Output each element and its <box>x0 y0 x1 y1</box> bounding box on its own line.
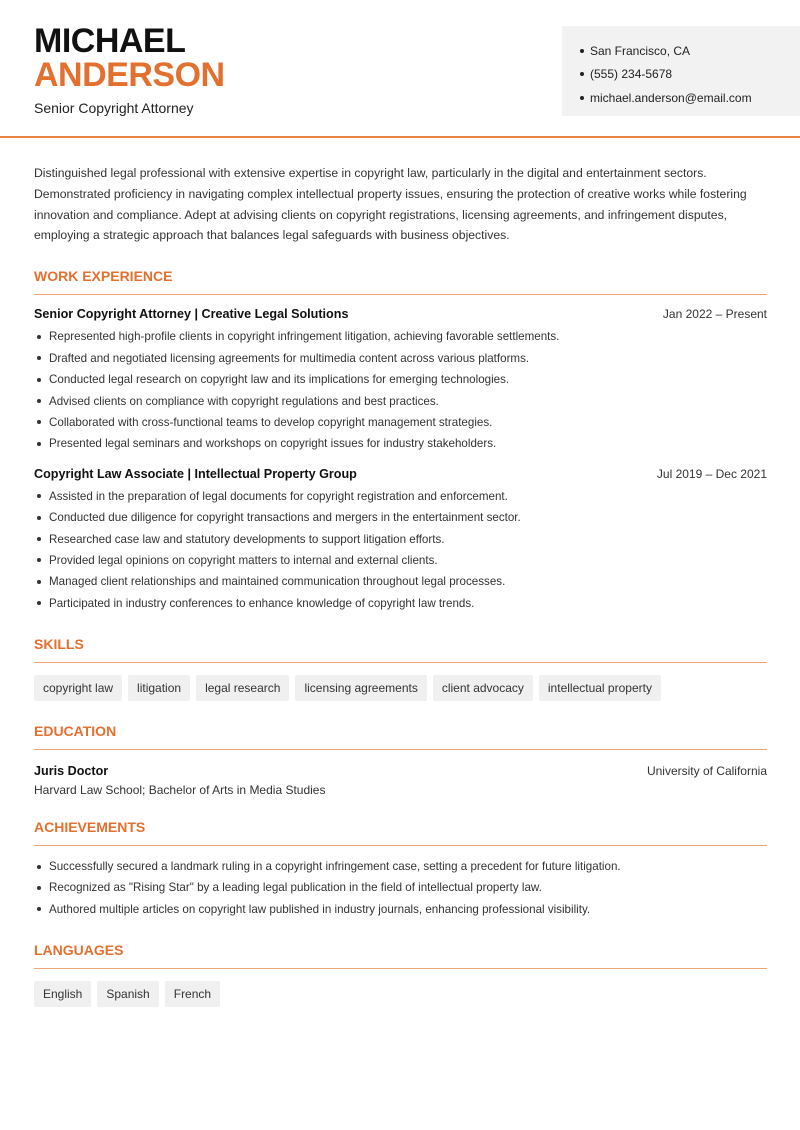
bullet-text: Collaborated with cross-functional teams to develop copyright management strategies. <box>49 415 493 429</box>
skill-tag: litigation <box>128 675 190 701</box>
job-bullets <box>34 326 767 454</box>
contact-location <box>580 39 800 63</box>
education-entry <box>34 764 767 797</box>
bullet-icon <box>37 558 41 562</box>
bullet-text: Represented high-profile clients in copyright infringement litigation, achieving favorable settlements. <box>49 330 560 344</box>
bullet-text: Conducted legal research on copyright law and its implications for emerging technologies. <box>49 373 510 387</box>
bullet-icon <box>37 420 41 424</box>
list-item <box>34 856 767 877</box>
bullet-icon <box>37 378 41 382</box>
education-detail: Harvard Law School; Bachelor of Arts in Media Studies <box>34 782 326 797</box>
language-tag: Spanish <box>97 981 158 1007</box>
list-item <box>34 528 767 549</box>
bullet-text: Participated in industry conferences to enhance knowledge of copyright law trends. <box>49 596 475 610</box>
skill-tag: copyright law <box>34 675 122 701</box>
bullet-text: Researched case law and statutory developments to support litigation efforts. <box>49 532 445 546</box>
languages-list <box>34 981 767 1007</box>
list-item <box>34 348 767 369</box>
list-item <box>34 550 767 571</box>
job-role: Senior Copyright Attorney <box>34 100 194 116</box>
section-title-skills: SKILLS <box>34 636 767 663</box>
list-item <box>34 412 767 433</box>
language-tag: English <box>34 981 91 1007</box>
bullet-icon <box>580 49 584 53</box>
section-title-work: WORK EXPERIENCE <box>34 268 767 295</box>
bullet-icon <box>580 96 584 100</box>
summary: Distinguished legal professional with extensive expertise in copyright law, particularly in the digital and entertainment sectors. Demonstrated proficiency in navigating complex intellectual property issues, ensuring the protection of creative works while fostering innovation and compliance. Adept at advising clients on copyright registrations, licensing agreements, and infringement disputes, employing a strategic approach that balances legal safeguards with business objectives. <box>34 166 747 243</box>
list-item <box>34 326 767 347</box>
resume-body <box>34 163 767 1007</box>
section-title-achievements: ACHIEVEMENTS <box>34 819 767 846</box>
bullet-icon <box>37 907 41 911</box>
section-title-languages: LANGUAGES <box>34 942 767 969</box>
job-date: Jan 2022 – Present <box>662 307 767 322</box>
degree: Juris Doctor <box>34 763 109 778</box>
bullet-text: Drafted and negotiated licensing agreements for multimedia content across various platforms. <box>49 351 530 365</box>
bullet-text: Assisted in the preparation of legal documents for copyright registration and enforcement. <box>49 489 508 503</box>
language-tag: French <box>165 981 220 1007</box>
bullet-icon <box>37 516 41 520</box>
bullet-icon <box>37 399 41 403</box>
list-item <box>34 486 767 507</box>
bullet-icon <box>37 580 41 584</box>
bullet-text: Provided legal opinions on copyright matters to internal and external clients. <box>49 553 438 567</box>
skill-tag: client advocacy <box>433 675 533 701</box>
list-item <box>34 877 767 898</box>
achievement-text: Successfully secured a landmark ruling in a copyright infringement case, setting a precedent for future litigation. <box>49 860 621 874</box>
list-item <box>34 369 767 390</box>
bullet-icon <box>580 72 584 76</box>
contact-phone <box>580 63 800 87</box>
achievement-text: Recognized as "Rising Star" by a leading legal publication in the field of intellectual property law. <box>49 881 542 895</box>
list-item <box>34 433 767 454</box>
job-entry <box>34 307 767 454</box>
list-item <box>34 592 767 613</box>
bullet-icon <box>37 537 41 541</box>
school: University of California <box>646 763 767 778</box>
job-title: Senior Copyright Attorney | Creative Legal Solutions <box>34 307 349 322</box>
bullet-icon <box>37 494 41 498</box>
job-bullets <box>34 486 767 614</box>
contact-email <box>580 86 800 110</box>
job-entry <box>34 467 767 614</box>
job-title: Copyright Law Associate | Intellectual Property Group <box>34 466 357 481</box>
first-name: MICHAEL <box>34 22 186 60</box>
list-item <box>34 571 767 592</box>
skill-tag: licensing agreements <box>295 675 426 701</box>
bullet-text: Conducted due diligence for copyright transactions and mergers in the entertainment sector. <box>49 511 521 525</box>
list-item <box>34 390 767 411</box>
email-text: michael.anderson@email.com <box>590 90 752 105</box>
achievement-text: Authored multiple articles on copyright law published in industry journals, enhancing professional visibility. <box>49 902 591 916</box>
bullet-icon <box>37 335 41 339</box>
section-title-education: EDUCATION <box>34 723 767 750</box>
bullet-icon <box>37 601 41 605</box>
bullet-icon <box>37 356 41 360</box>
bullet-text: Presented legal seminars and workshops on copyright issues for industry stakeholders. <box>49 437 497 451</box>
bullet-icon <box>37 442 41 446</box>
bullet-text: Managed client relationships and maintained communication throughout legal processes. <box>49 575 506 589</box>
contact-box <box>562 26 800 116</box>
bullet-icon <box>37 886 41 890</box>
achievements-list <box>34 856 767 920</box>
list-item <box>34 899 767 920</box>
skills-list <box>34 675 767 701</box>
bullet-text: Advised clients on compliance with copyright regulations and best practices. <box>49 394 439 408</box>
job-date: Jul 2019 – Dec 2021 <box>656 466 767 481</box>
bullet-icon <box>37 865 41 869</box>
last-name: ANDERSON <box>34 56 225 94</box>
skill-tag: legal research <box>196 675 289 701</box>
skill-tag: intellectual property <box>539 675 661 701</box>
resume-header <box>0 0 800 138</box>
phone-text: (555) 234-5678 <box>590 67 673 82</box>
location-text: San Francisco, CA <box>590 43 691 58</box>
list-item <box>34 507 767 528</box>
